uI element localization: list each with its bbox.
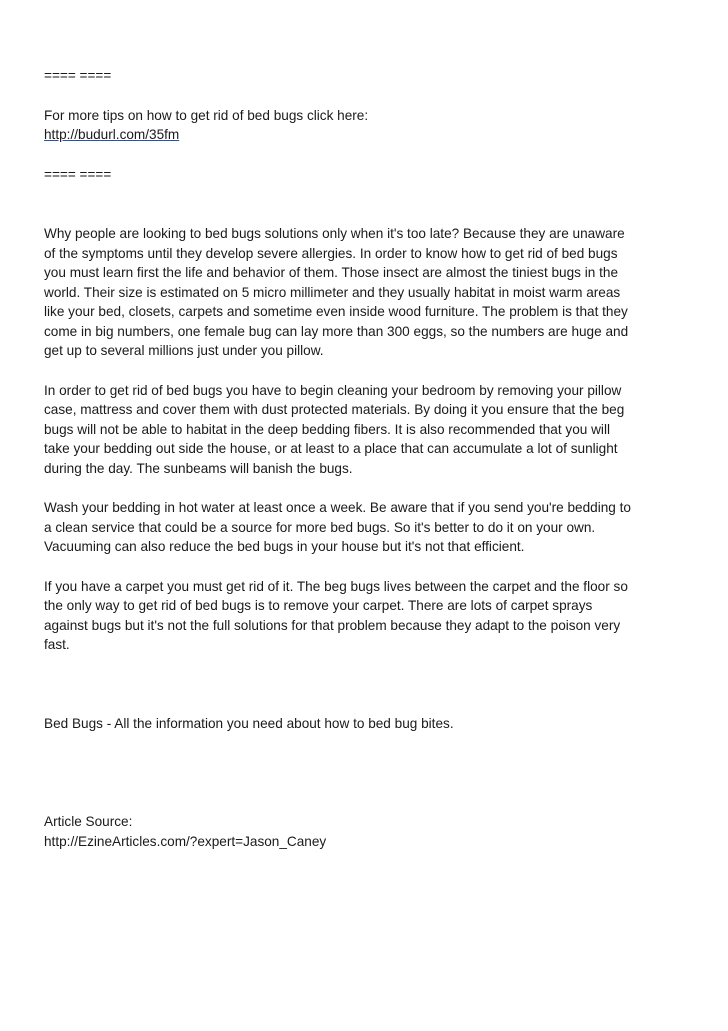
document-page	[44, 66, 688, 851]
paragraph-line: during the day. The sunbeams will banish the bugs.	[44, 460, 353, 476]
paragraph-line: a clean service that could be a source for more bed bugs. So it's better to do it on your own.	[44, 519, 596, 535]
paragraph-line: come in big numbers, one female bug can lay more than 300 eggs, so the numbers are huge and	[44, 323, 629, 339]
source-label: Article Source:	[44, 814, 133, 829]
tips-line: For more tips on how to get rid of bed bugs click here:	[44, 107, 369, 123]
paragraph-line: Why people are looking to bed bugs solutions only when it's too late? Because they are unaware	[44, 226, 625, 241]
tips-link[interactable]: http://budurl.com/35fm	[44, 127, 180, 142]
paragraph-line: the only way to get rid of bed bugs is to remove your carpet. There are lots of carpet sprays	[44, 598, 593, 613]
paragraph-4	[44, 577, 688, 655]
tips-link-line	[44, 125, 688, 145]
paragraph-3	[44, 498, 688, 557]
paragraph-1	[44, 224, 688, 361]
paragraph-line: bugs will not be able to habitat in the deep bedding fibers. It is also recommended that you will	[44, 421, 610, 437]
paragraph-line: fast.	[44, 637, 70, 652]
paragraph-line: take your bedding out side the house, or at least to a place that can accumulate a lot of sunlight	[44, 441, 618, 456]
paragraph-line: In order to get rid of bed bugs you have to begin cleaning your bedroom by removing your pillow	[44, 382, 622, 398]
paragraph-2	[44, 381, 688, 479]
paragraph-line: of the symptoms until they develop severe allergies. In order to know how to get rid of bed bugs	[44, 245, 618, 261]
paragraph-line: you must learn first the life and behavior of them. Those insect are almost the tiniest bugs in the	[44, 265, 619, 280]
paragraph-line: Wash your bedding in hot water at least once a week. Be aware that if you send you're bedding to	[44, 500, 631, 515]
paragraph-line: get up to several millions just under you pillow.	[44, 343, 324, 358]
paragraph-line: case, mattress and cover them with dust protected materials. By doing it you ensure that the beg	[44, 402, 625, 417]
paragraph-line: like your bed, closets, carpets and sometime even inside wood furniture. The problem is that they	[44, 304, 628, 319]
separator-bottom: ==== ====	[44, 166, 112, 182]
separator-top: ==== ====	[44, 68, 112, 83]
paragraph-line: world. Their size is estimated on 5 micro millimeter and they usually habitat in moist warm areas	[44, 284, 621, 300]
paragraph-line: If you have a carpet you must get rid of it. The beg bugs lives between the carpet and the floor so	[44, 578, 628, 594]
footer-line: Bed Bugs - All the information you need about how to bed bug bites.	[44, 715, 454, 731]
paragraph-line: against bugs but it's not the full solutions for that problem because they adapt to the poison very	[44, 617, 621, 633]
paragraph-line: Vacuuming can also reduce the bed bugs in your house but it's not that efficient.	[44, 539, 525, 554]
source-url: http://EzineArticles.com/?expert=Jason_Caney	[44, 833, 327, 849]
